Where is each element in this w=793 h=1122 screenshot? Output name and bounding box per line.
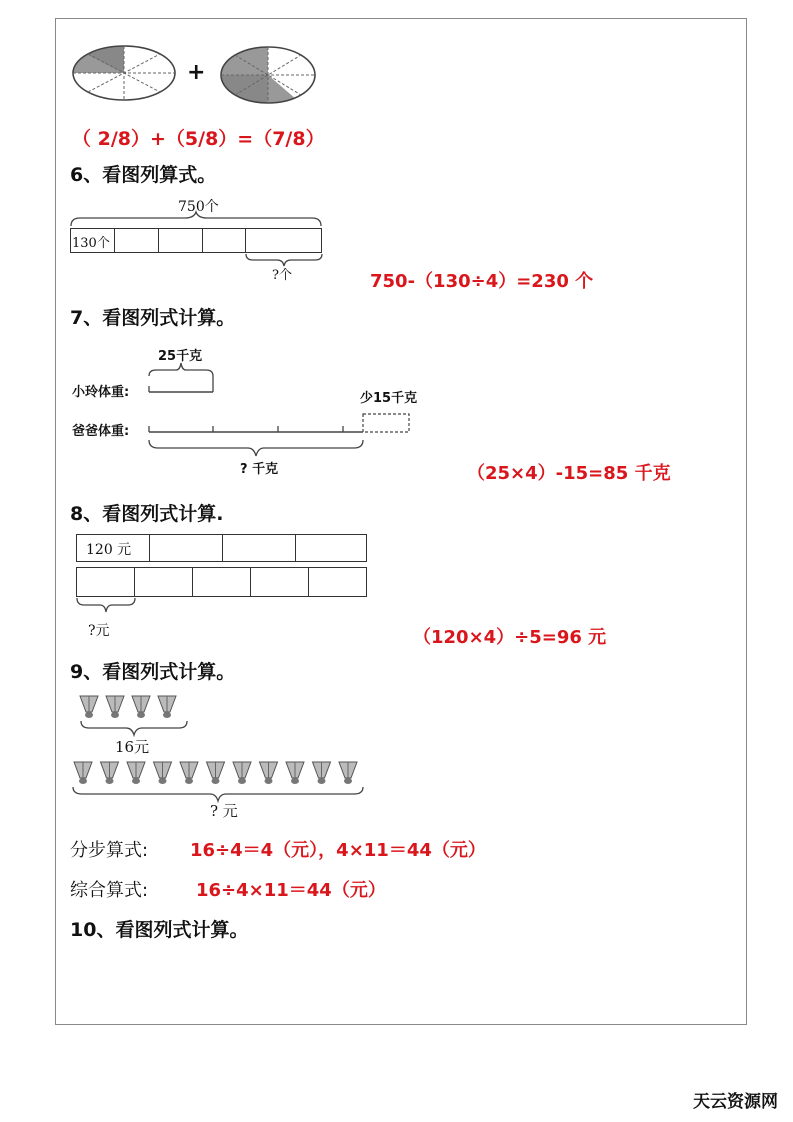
- fraction-circle-right: [218, 45, 318, 105]
- q8-bottom-segment-2: [134, 567, 193, 597]
- shuttlecock-row-top: [78, 694, 188, 720]
- q6-bar-segment-2: [114, 228, 159, 253]
- q8-bottom-segment-4: [250, 567, 309, 597]
- q8-brace: [76, 597, 136, 613]
- q9-unknown-label: ? 元: [210, 802, 238, 820]
- q8-first-label: 120 元: [86, 542, 132, 558]
- q9-top-brace: [80, 720, 188, 736]
- plus-sign: +: [187, 60, 206, 85]
- shuttlecock-icon: [80, 696, 98, 718]
- q7-answer: （25×4）-15=85 千克: [467, 463, 671, 484]
- q7-xiaoling-value: 25千克: [158, 349, 203, 364]
- q8-top-segment-2: [149, 534, 223, 562]
- q7-dad-label: 爸爸体重:: [72, 424, 130, 439]
- q9-combined-label: 综合算式:: [70, 880, 149, 901]
- q7-xiaoling-label: 小玲体重:: [72, 385, 130, 400]
- q7-dad-bar: [148, 410, 412, 470]
- q6-bar-segment-3: [158, 228, 203, 253]
- q9-title: 9、看图列式计算。: [70, 661, 236, 683]
- q10-title: 10、看图列式计算。: [70, 919, 249, 941]
- fraction-circle-left: [70, 45, 180, 103]
- q8-answer: （120×4）÷5=96 元: [413, 627, 607, 648]
- q8-title: 8、看图列式计算.: [70, 503, 224, 525]
- q5-answer: （ 2/8）+（5/8）=（7/8）: [72, 128, 325, 150]
- q8-unknown-label: ?元: [88, 623, 110, 639]
- q8-top-segment-4: [295, 534, 367, 562]
- q8-top-segment-3: [222, 534, 296, 562]
- q6-first-label: 130个: [72, 236, 110, 251]
- q7-xiaoling-brace: [148, 362, 214, 394]
- q6-top-brace: [70, 212, 322, 228]
- q9-step-answer: 16÷4＝4（元），4×11＝44（元）: [190, 840, 486, 861]
- q7-less-label: 少15千克: [360, 391, 418, 406]
- q9-group-price: 16元: [115, 738, 150, 756]
- q6-unknown-label: ?个: [272, 268, 292, 283]
- q8-bottom-segment-3: [192, 567, 251, 597]
- q7-title: 7、看图列式计算。: [70, 307, 236, 329]
- q6-answer: 750-（130÷4）=230 个: [370, 271, 594, 292]
- q6-total-label: 750个: [178, 199, 219, 215]
- q8-bottom-segment-5: [308, 567, 367, 597]
- q9-combined-answer: 16÷4×11＝44（元）: [196, 880, 386, 901]
- footer-brand: 天云资源网: [693, 1092, 778, 1112]
- q7-unknown-label: ? 千克: [240, 462, 279, 477]
- q6-bar-segment-5: [245, 228, 322, 253]
- q6-title: 6、看图列算式。: [70, 164, 217, 186]
- q8-bottom-segment-1: [76, 567, 135, 597]
- shuttlecock-row-bottom: [72, 760, 367, 788]
- q9-step-label: 分步算式:: [70, 840, 149, 861]
- q6-bar-segment-4: [202, 228, 246, 253]
